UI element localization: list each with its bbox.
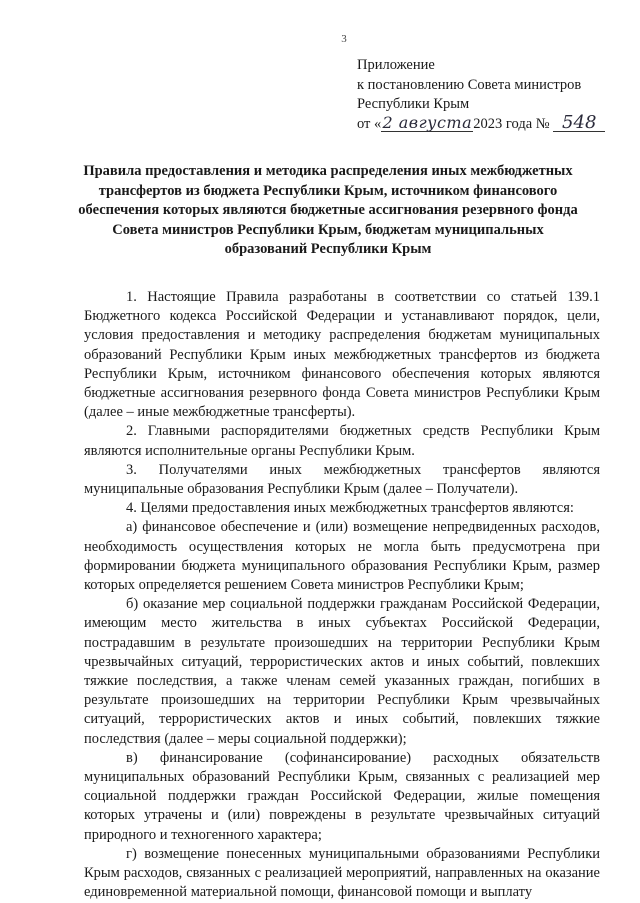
appendix-republic-line: Республики Крым [357, 96, 470, 112]
appendix-header [357, 56, 627, 134]
document-body [84, 288, 600, 903]
paragraph-4a: а) финансовое обеспечение и (или) возмещение непредвиденных расходов, необходимость осуществления которых не могла быть предусмотрена при формировании бюджета муниципального образования Республики Крым, размер которых определяется решением Совета министров Республики Крым; [84, 519, 600, 594]
paragraph-3: 3. Получателями иных межбюджетных трансфертов являются муниципальные образования Республики Крым (далее – Получатели). [84, 461, 600, 498]
document-title: Правила предоставления и методика распределения иных межбюджетных трансфертов из бюджета Республики Крым, источником финансового обеспечения которых являются бюджетные ассигнования резервного фонда Совета министров Республики Крым, бюджетам муниципальных образований Республики Крым [78, 163, 578, 257]
paragraph-1: 1. Настоящие Правила разработаны в соответствии со статьей 139.1 Бюджетного кодекса Российской Федерации и устанавливают порядок, цели, условия предоставления и методику распределения бюджетам муниципальных образований Республики Крым иных межбюджетных трансфертов из бюджета Республики Крым, источником финансового обеспечения которых являются бюджетные ассигнования резервного фонда Совета министров Республики Крым (далее – иные межбюджетные трансферты). [84, 289, 600, 421]
paragraph-4v: в) финансирование (софинансирование) расходных обязательств муниципальных образований Республики Крым, связанных с реализацией мер социальной поддержки граждан Российской Федерации, жилые помещения которых утрачены и (или) повреждены в результате чрезвычайных ситуаций природного и техногенного характера; [84, 749, 600, 843]
paragraph-4g: г) возмещение понесенных муниципальными образованиями Республики Крым расходов, связанных с реализацией мероприятий, направленных на оказание единовременной материальной помощи, финансовой помощи и выплату [84, 845, 600, 901]
paragraph-4b: б) оказание мер социальной поддержки гражданам Российской Федерации, имеющим место жительства в иных субъектах Российской Федерации, пострадавшим в результате произошедших на территории Республики Крым чрезвычайных ситуаций, террористических актов и иных событий, повлекших тяжкие последствия, а также членам семей указанных граждан, погибших в результате произошедших на территории Республики Крым чрезвычайных ситуаций, террористических актов и иных событий, повлекших тяжкие последствия (далее – меры социальной поддержки); [84, 596, 600, 747]
date-suffix: 2023 года № [473, 115, 550, 132]
date-prefix: от « [357, 115, 382, 132]
appendix-resolution-line: к постановлению Совета министров [357, 76, 582, 93]
handwritten-number: 548 [553, 115, 605, 132]
page-number: 3 [341, 33, 347, 45]
handwritten-date: 2 августа [382, 112, 473, 132]
appendix-label: Приложение [357, 57, 435, 73]
paragraph-4: 4. Целями предоставления иных межбюджетных трансфертов являются: [126, 500, 574, 517]
paragraph-2: 2. Главными распорядителями бюджетных средств Республики Крым являются исполнительные органы Республики Крым. [84, 423, 600, 459]
appendix-date-line [357, 111, 627, 135]
